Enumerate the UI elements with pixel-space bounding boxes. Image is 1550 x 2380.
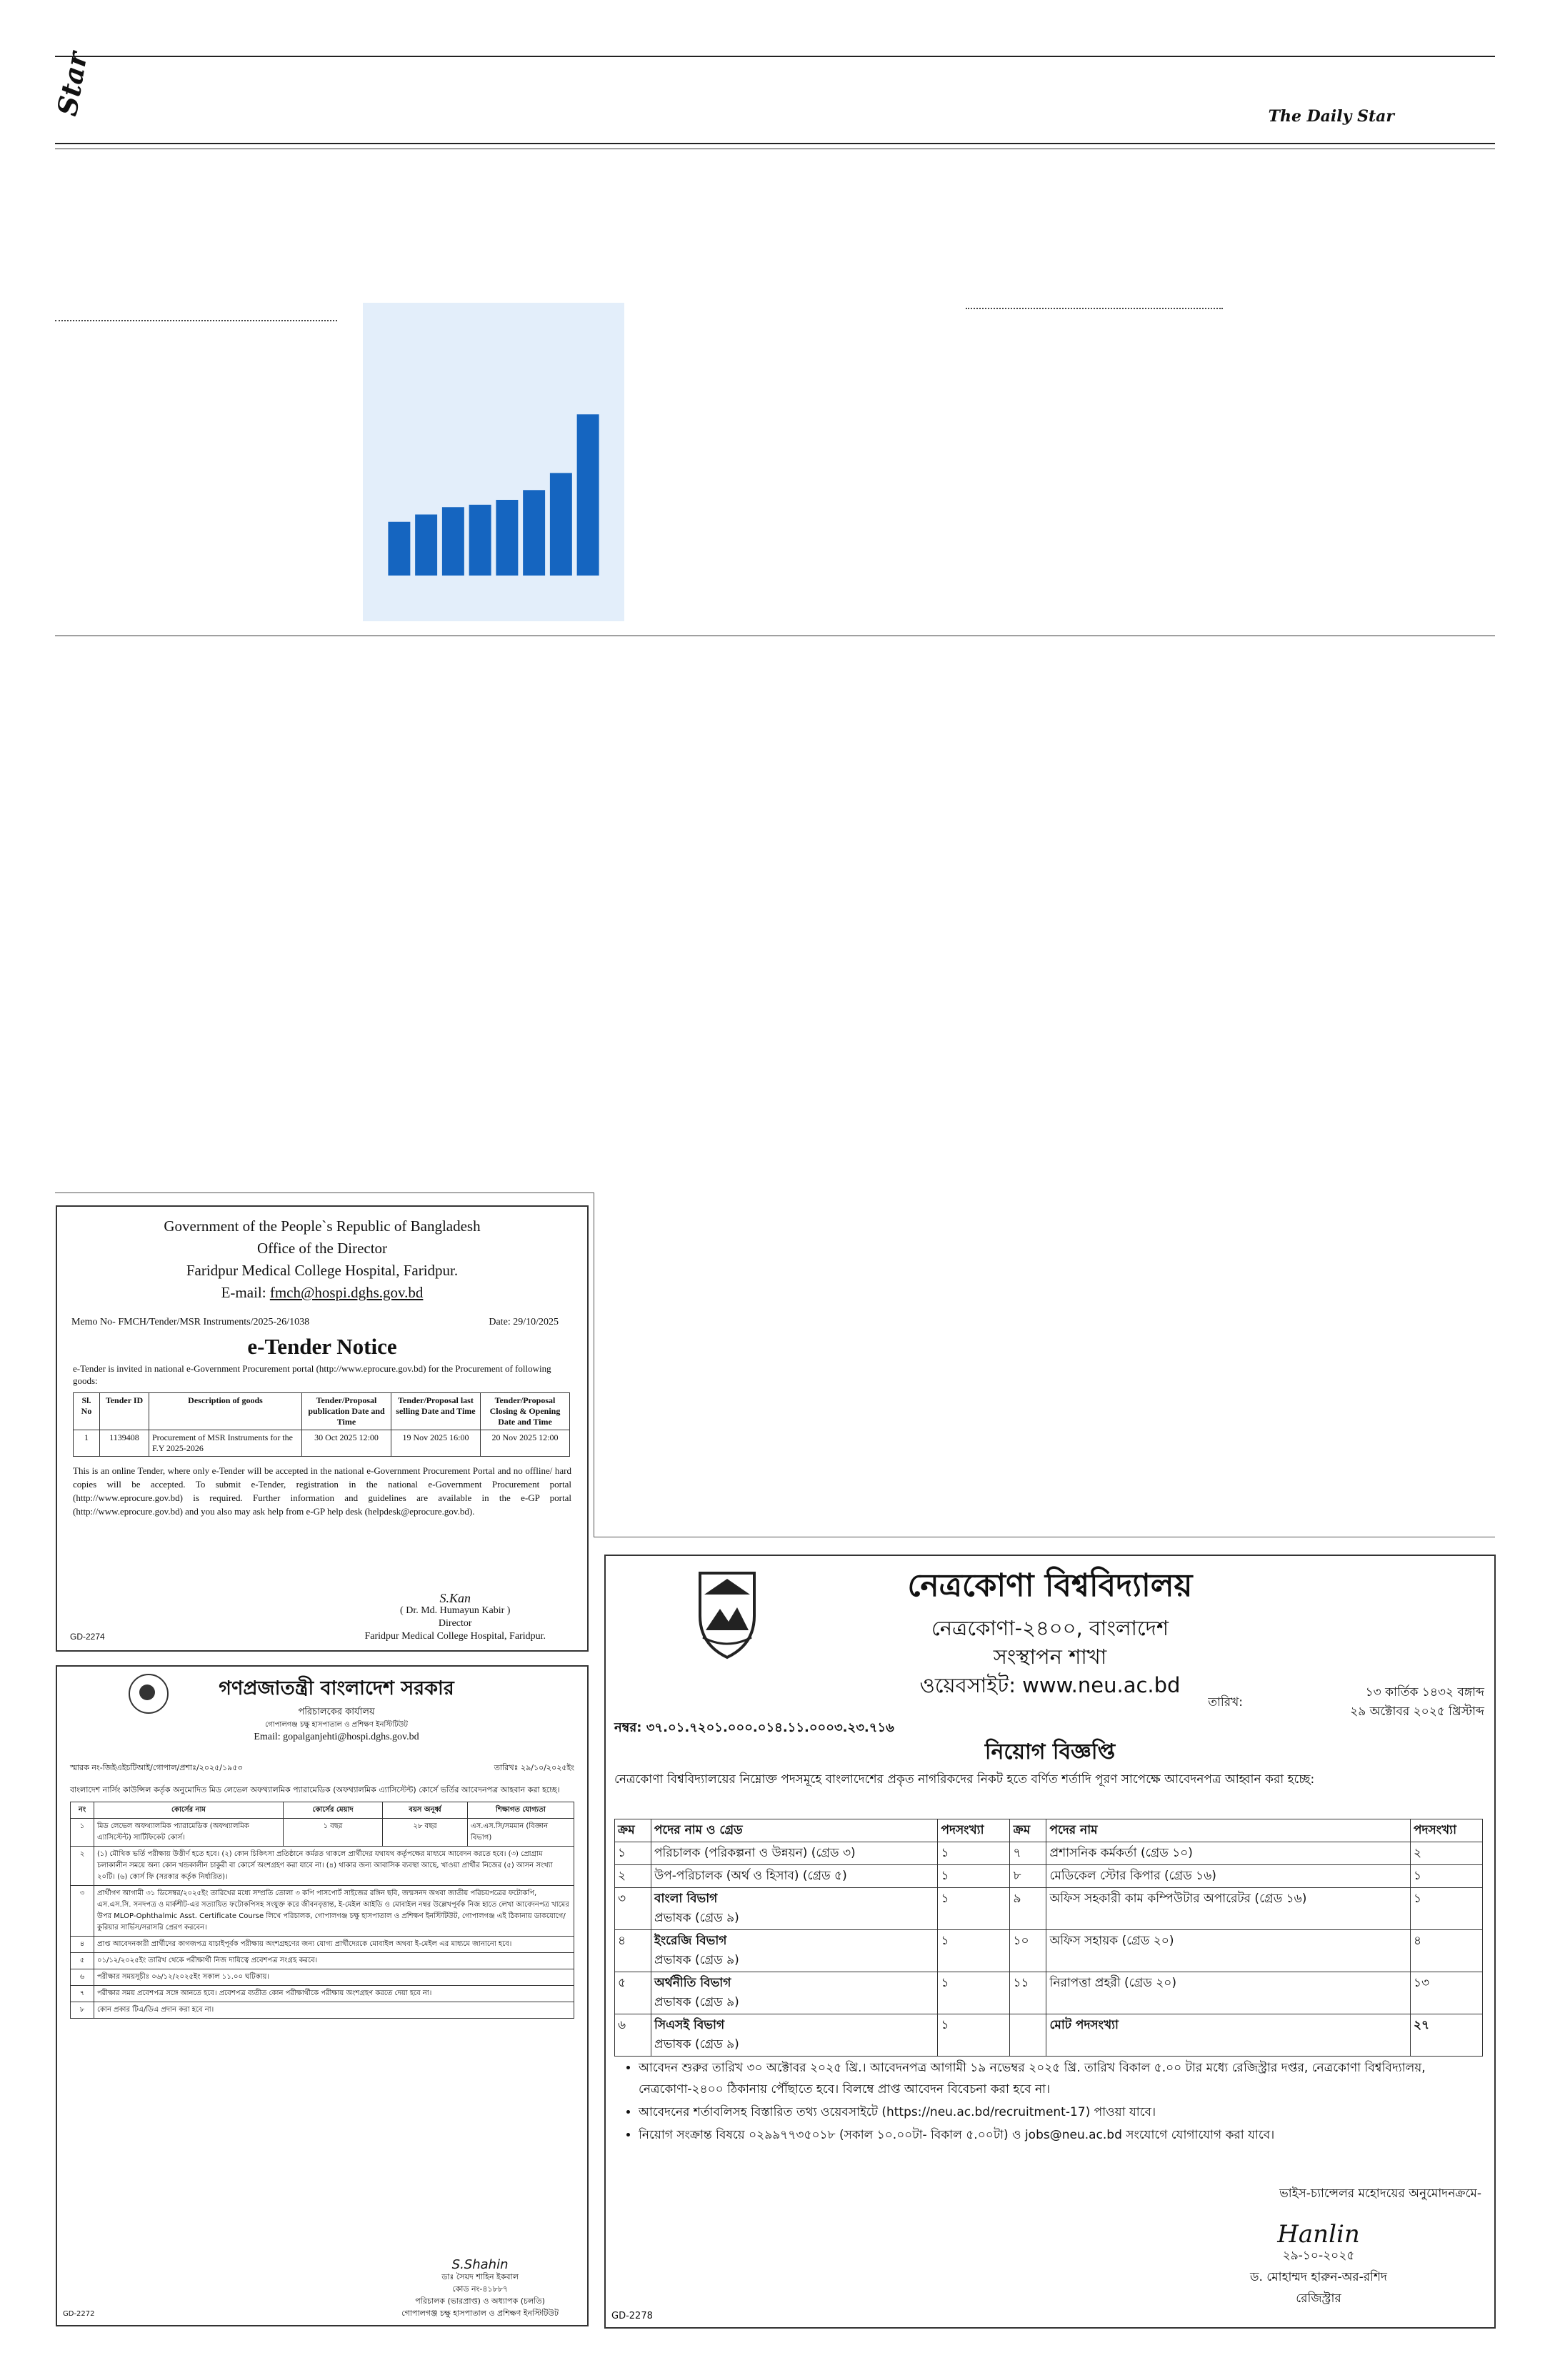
cell-serial: ১০ xyxy=(1010,1930,1046,1972)
cell-closing: 20 Nov 2025 12:00 xyxy=(481,1430,570,1457)
bar-6 xyxy=(523,490,545,576)
cell-count: ১ xyxy=(938,1972,1010,2014)
university-name: নেত্রকোণা বিশ্ববিদ্যালয় xyxy=(907,1567,1193,1604)
cell-description: Procurement of MSR Instruments for the F.Y 2025-2026 xyxy=(149,1430,302,1457)
bar-4 xyxy=(469,505,491,576)
tender-intro: e-Tender is invited in national e-Government Procurement portal (http://www.eprocure.gov.bd) for the Procurement of following goods: xyxy=(73,1363,551,1386)
th-count-a: পদসংখ্যা xyxy=(938,1819,1010,1842)
cell-serial: ৫ xyxy=(615,1972,651,2014)
cell-count: ২ xyxy=(1411,1842,1483,1865)
cell-total-label: মোট পদসংখ্যা xyxy=(1046,2014,1411,2057)
bar-2 xyxy=(415,515,437,576)
gov-title: গণপ্রজাতন্ত্রী বাংলাদেশ সরকার xyxy=(219,1677,454,1699)
th-count-b: পদসংখ্যা xyxy=(1411,1819,1483,1842)
masthead-rule-1 xyxy=(55,143,1495,144)
cell-condition: (১) মৌখিক ভর্তি পরীক্ষায় উত্তীর্ণ হতে হবে। (২) কোন চিকিৎসা প্রতিষ্ঠানে কর্মরত থাকলে প্রার্থীদের যথাযথ কর্তৃপক্ষের মাধ্যমে আবেদন করতে হবে। (৩) প্রোগ্রাম চলাকালীন সময়ে অন্য কোন খন্ডকালীন চাকুরী বা কোর্সে অংশগ্রহণ করা যাবে না। (৪) থাকার জন্য আবাসিক ব্যবস্থা আছে, খাওয়া প্রার্থীর নিজের (৫) আসন সংখ্যা ২০টি। (৬) কোর্স ফি (সরকার কর্তৃক নির্ধারিত)। xyxy=(94,1847,574,1886)
bar-chart xyxy=(363,303,624,621)
tender-table xyxy=(73,1392,570,1457)
date-bengali: ১৩ কার্তিক ১৪৩২ বঙ্গাব্দ xyxy=(1365,1685,1484,1699)
cell-serial: ৩ xyxy=(615,1888,651,1930)
cell-no: ৭ xyxy=(71,1986,94,2002)
cell-dept: ইংরেজি বিভাগ xyxy=(654,1934,727,1948)
table-row xyxy=(74,1430,570,1457)
table-row xyxy=(615,1865,1483,1888)
cell-dept: অর্থনীতি বিভাগ xyxy=(654,1976,731,1990)
cell-count: ১ xyxy=(938,2014,1010,2057)
tender-signature-scrawl: S.Kan xyxy=(439,1591,471,1605)
top-rule xyxy=(55,56,1495,57)
cell-tender-id: 1139408 xyxy=(100,1430,149,1457)
cell-total-count: ২৭ xyxy=(1411,2014,1483,2057)
cell-serial: ৪ xyxy=(615,1930,651,1972)
cell-condition: পরীক্ষার সময় প্রবেশপত্র সঙ্গে আনতে হবে। প্রবেশপত্র ব্যতীত কোন পরীক্ষার্থীকে পরীক্ষায় অংশগ্রহণ করতে দেয়া হবে না। xyxy=(94,1986,574,2002)
gov-signature xyxy=(401,2259,559,2319)
cell-post-text: পরিচালক (পরিকল্পনা ও উন্নয়ন) (গ্রেড ৩) xyxy=(654,1846,856,1860)
tender-table-header xyxy=(74,1393,570,1430)
gov-course-ad xyxy=(56,1665,589,2326)
posts-table-header xyxy=(615,1819,1483,1842)
cell-last-selling: 19 Nov 2025 16:00 xyxy=(391,1430,481,1457)
tender-signer-name: ( Dr. Md. Humayun Kabir ) xyxy=(400,1605,511,1616)
th-last-selling: Tender/Proposal last selling Date and Time xyxy=(391,1393,481,1430)
table-row xyxy=(71,1847,574,1886)
cell-post xyxy=(651,2014,938,2057)
cell-serial: ৭ xyxy=(1010,1842,1046,1865)
cell-dept: বাংলা বিভাগ xyxy=(654,1892,718,1906)
cell-duration: ১ বছর xyxy=(284,1819,383,1847)
university-branch: সংস্থাপন শাখা xyxy=(993,1645,1107,1669)
list-item: • আবেদনের শর্তাবলিসহ বিস্তারিত তথ্য ওয়েবসাইটে (https://neu.ac.bd/recruitment-17) পাওয়া যাবে। xyxy=(639,2102,1481,2123)
posts-table xyxy=(614,1819,1483,2057)
date-gregorian: ২৯ অক্টোবর ২০২৫ খ্রিস্টাব্দ xyxy=(1350,1704,1484,1719)
tender-title: e-Tender Notice xyxy=(247,1334,397,1359)
cell-post: প্রশাসনিক কর্মকর্তা (গ্রেড ১০) xyxy=(1046,1842,1411,1865)
tender-signature xyxy=(364,1592,546,1643)
th-age: বয়স অনূর্ধ্ব xyxy=(383,1802,468,1819)
cell-no: ৪ xyxy=(71,1937,94,1953)
cell-condition: কোন প্রকার টিএ/ডিএ প্রদান করা হবে না। xyxy=(94,2002,574,2019)
registrar-signature-scrawl: Hanlin xyxy=(1277,2220,1360,2249)
th-post-grade: পদের নাম ও গ্রেড xyxy=(651,1819,938,1842)
university-crest-icon xyxy=(694,1566,760,1666)
cell-course-name: মিড লেভেল অফথ্যালমিক প্যারামেডিক (অফথ্যালমিক এ্যাসিস্টেন্ট) সার্টিফিকেট কোর্স। xyxy=(94,1819,284,1847)
table-row xyxy=(71,1986,574,2002)
table-row xyxy=(71,1937,574,1953)
registrar-name: ড. মোহাম্মদ হারুন-অর-রশিদ xyxy=(1249,2270,1387,2284)
cell-serial: ৬ xyxy=(615,2014,651,2057)
bar-8 xyxy=(577,414,599,576)
cell-dept: সিএসই বিভাগ xyxy=(654,2018,725,2032)
cell-no: ২ xyxy=(71,1847,94,1886)
tender-signer-org: Faridpur Medical College Hospital, Faridpur. xyxy=(364,1631,546,1642)
gov-memo: স্মারক নং-জিইএইচটিআই/গোপাল/প্রশাঃ/২০২৫/১৯৫৩ xyxy=(70,1763,243,1772)
cell-count: ৪ xyxy=(1411,1930,1483,1972)
gov-intro: বাংলাদেশ নার্সিং কাউন্সিল কর্তৃক অনুমোদিত মিড লেভেল অফথ্যালমিক প্যারামেডিক (অফথ্যালমিক এ্যাসিস্টেন্ট) কোর্সে ভর্তির আবেদনপত্র আহবান করা হচ্ছে। xyxy=(70,1785,560,1794)
tender-date: Date: 29/10/2025 xyxy=(489,1317,559,1327)
tender-signer-title: Director xyxy=(438,1618,472,1629)
list-item: • আবেদন শুরুর তারিখ ৩০ অক্টোবর ২০২৫ খ্রি.। আবেদনপত্র আগামী ১৯ নভেম্বর ২০২৫ খ্রি. তারিখ বিকাল ৫.০০ টার মধ্যে রেজিস্ট্রার দপ্তর, নেত্রকোণা বিশ্ববিদ্যালয়, নেত্রকোণা-২৪০০ ঠিকানায় পৌঁছাতে হবে। বিলম্বে প্রাপ্ত আবেদন বিবেচনা করা হবে না। xyxy=(639,2057,1481,2100)
th-description: Description of goods xyxy=(149,1393,302,1430)
cell-count: ১ xyxy=(938,1888,1010,1930)
dotted-divider-left xyxy=(55,320,337,321)
cell-count: ১ xyxy=(938,1842,1010,1865)
tender-org-line3: Faridpur Medical College Hospital, Faridpur. xyxy=(186,1262,459,1279)
cell-serial: ১ xyxy=(615,1842,651,1865)
th-serial-a: ক্রম xyxy=(615,1819,651,1842)
table-row xyxy=(71,2002,574,2019)
date-label: তারিখ: xyxy=(1208,1695,1243,1709)
th-serial-b: ক্রম xyxy=(1010,1819,1046,1842)
cell-count: ১ xyxy=(938,1930,1010,1972)
gov-signer-code: কোড নং-৪১৮৮৭ xyxy=(452,2284,509,2294)
gov-office: পরিচালকের কার্যালয় xyxy=(298,1707,375,1717)
cell-condition: প্রাপ্ত আবেদনকারী প্রার্থীদের কাগজপত্র যাচাইপূর্বক পরীক্ষায় অংশগ্রহণের জন্য যোগ্য প্রার্থীদেরকে মোবাইল অথবা ই-মেইল এর মাধ্যমে জানানো হবে। xyxy=(94,1937,574,1953)
university-date-block xyxy=(1208,1683,1484,1722)
cell-count: ১ xyxy=(1411,1865,1483,1888)
tender-email-line xyxy=(57,1282,587,1304)
gov-signature-scrawl: S.Shahin xyxy=(451,2257,509,2272)
cell-condition: প্রার্থীগণ আগামী ৩১ ডিসেম্বর/২০২৫ইং তারিখের মধ্যে সম্প্রতি তোলা ৩ কপি পাসপোর্ট সাইজের রঙ্গিন ছবি, জন্মসনদ অথবা জাতীয় পরিচয়পত্রের ফটোকপি, এস.এস.সি. সনদপত্র ও মার্কশীট-এর সত্যায়িত ফটোকপিসহ সংযুক্ত করে জীবনবৃত্তান্ত, ই-মেইল আইডি ও মোবাইল নম্বর উল্লেখপূর্বক নিজ হাতে লেখা আবেদনপত্র খামের উপর MLOP-Ophthalmic Asst. Certificate Course লিখে পরিচালক, গোপালগঞ্জ চক্ষু হাসপাতাল ও প্রশিক্ষণ ইনস্টিটিউট, গোপালগঞ্জ এই ঠিকানায় ডাকযোগে/কুরিয়ার সার্ভিস/সরাসরি প্রেরণ করবেন। xyxy=(94,1886,574,1937)
th-qualification: শিক্ষাগত যোগ্যতা xyxy=(468,1802,574,1819)
registrar-sign-date: ২৯-১০-২০২৫ xyxy=(1282,2249,1355,2263)
bar-3 xyxy=(442,507,464,576)
cell-age: ২৮ বছর xyxy=(383,1819,468,1847)
bar-5 xyxy=(496,500,518,576)
cell-condition: পরীক্ষার সময়সূচীঃ ০৬/১২/২০২৫ইং সকাল ১১.০০ ঘটিকায়। xyxy=(94,1969,574,1986)
cell-post: নিরাপত্তা প্রহরী (গ্রেড ২০) xyxy=(1046,1972,1411,2014)
tender-org-line1: Government of the People`s Republic of Bangladesh xyxy=(164,1217,481,1235)
tender-meta xyxy=(57,1317,587,1328)
cell-qualification: এস.এস.সি/সমমান (বিজ্ঞান বিভাগ) xyxy=(468,1819,574,1847)
tender-email-label: E-mail: xyxy=(221,1284,270,1301)
dotted-divider-right xyxy=(966,308,1223,309)
tender-body: This is an online Tender, where only e-Tender will be accepted in the national e-Government Procurement Portal and no offline/ hard copies will be accepted. To submit e-Tender, registration in the national e-Government Procurement portal (http://www.eprocure.gov.bd) is required. Further information and guidelines are available in the e-GP portal (http://www.eprocure.gov.bd) and you also may ask help from e-GP help desk (helpdesk@eprocure.gov.bd). xyxy=(73,1465,571,1517)
table-row xyxy=(71,1969,574,1986)
gov-signer-title: পরিচালক (ভারপ্রাপ্ত) ও অধ্যাপক (চলতি) xyxy=(415,2296,545,2306)
th-tender-id: Tender ID xyxy=(100,1393,149,1430)
gov-date: তারিখঃ ২৯/১০/২০২৫ইং xyxy=(494,1763,574,1772)
bar-7 xyxy=(550,473,572,576)
cell-post xyxy=(651,1930,938,1972)
cell-publication: 30 Oct 2025 12:00 xyxy=(302,1430,391,1457)
tender-email-link[interactable]: fmch@hospi.dghs.gov.bd xyxy=(269,1284,424,1301)
registrar-title: রেজিস্ট্রার xyxy=(1296,2291,1341,2306)
th-course-name: কোর্সের নাম xyxy=(94,1802,284,1819)
university-address: নেত্রকোণা-২৪০০, বাংলাদেশ xyxy=(931,1616,1169,1640)
th-post-name: পদের নাম xyxy=(1046,1819,1411,1842)
university-website[interactable]: ওয়েবসাইট: www.neu.ac.bd xyxy=(919,1673,1181,1697)
university-gd-code: GD-2278 xyxy=(611,2311,653,2321)
tender-memo: Memo No- FMCH/Tender/MSR Instruments/2025-26/1038 xyxy=(71,1317,310,1327)
cell-post-text: প্রভাষক (গ্রেড ৯) xyxy=(654,1995,739,2009)
cell-no: ৩ xyxy=(71,1886,94,1937)
table-row xyxy=(615,1888,1483,1930)
th-duration: কোর্সের মেয়াদ xyxy=(284,1802,383,1819)
bar-1 xyxy=(388,522,410,576)
table-row xyxy=(71,1819,574,1847)
bar-chart-panel xyxy=(363,303,624,621)
table-row xyxy=(615,1972,1483,2014)
cell-post-text: প্রভাষক (গ্রেড ৯) xyxy=(654,1911,739,1925)
cell-no: ৮ xyxy=(71,2002,94,2019)
th-publication: Tender/Proposal publication Date and Time xyxy=(302,1393,391,1430)
star-logo: Star xyxy=(50,49,94,119)
cell-post xyxy=(651,1972,938,2014)
cell-count: ১৩ xyxy=(1411,1972,1483,2014)
table-row xyxy=(71,1886,574,1937)
gov-signer-name: ডাঃ সৈয়দ শাহিন ইকবাল xyxy=(441,2272,519,2281)
gov-email[interactable]: Email: gopalganjehti@hospi.dghs.gov.bd xyxy=(254,1732,419,1742)
tender-org-line2: Office of the Director xyxy=(256,1240,388,1257)
cell-post-text: উপ-পরিচালক (অর্থ ও হিসাব) (গ্রেড ৫) xyxy=(654,1869,847,1883)
cell-serial: ৮ xyxy=(1010,1865,1046,1888)
tender-gd-code: GD-2274 xyxy=(70,1632,105,1642)
cell-post xyxy=(651,1865,938,1888)
ads-top-rule xyxy=(55,1192,594,1193)
tender-notice-ad xyxy=(56,1205,589,1652)
recruitment-notes xyxy=(614,2057,1481,2147)
cell-no: ৬ xyxy=(71,1969,94,1986)
cell-post xyxy=(651,1888,938,1930)
university-memo: নম্বর: ৩৭.০১.৭২০১.০০০.০১৪.১১.০০০৩.২৩.৭১৬ xyxy=(614,1720,894,1735)
cell-post-text: প্রভাষক (গ্রেড ৯) xyxy=(654,1953,739,1967)
recruitment-title: নিয়োগ বিজ্ঞপ্তি xyxy=(984,1739,1116,1764)
cell-no: ৫ xyxy=(71,1953,94,1969)
cell-post: মেডিকেল স্টোর কিপার (গ্রেড ১৬) xyxy=(1046,1865,1411,1888)
cell-count: ১ xyxy=(1411,1888,1483,1930)
th-no: নং xyxy=(71,1802,94,1819)
table-row xyxy=(615,2014,1483,2057)
cell-serial: ১১ xyxy=(1010,1972,1046,2014)
cell-post xyxy=(651,1842,938,1865)
daily-star-logo: The Daily Star xyxy=(1268,107,1394,126)
cell-post-text: প্রভাষক (গ্রেড ৯) xyxy=(654,2037,739,2052)
cell-count: ১ xyxy=(938,1865,1010,1888)
university-recruitment-ad xyxy=(604,1555,1496,2329)
registrar-signature xyxy=(1249,2220,1387,2309)
list-item: • নিয়োগ সংক্রান্ত বিষয়ে ০২৯৯৭৭৩৫০১৮ (সকাল ১০.০০টা- বিকাল ৫.০০টা) ও jobs@neu.ac.bd সংযোগে যোগাযোগ করা যাবে। xyxy=(639,2124,1481,2146)
table-row xyxy=(615,1842,1483,1865)
gov-gd-code: GD-2272 xyxy=(63,2310,95,2318)
cell-no: ১ xyxy=(71,1819,94,1847)
table-row xyxy=(615,1930,1483,1972)
gov-institute: গোপালগঞ্জ চক্ষু হাসপাতাল ও প্রশিক্ষণ ইনস্টিটিউট xyxy=(265,1721,408,1729)
cell-post: অফিস সহায়ক (গ্রেড ২০) xyxy=(1046,1930,1411,1972)
gov-table-header xyxy=(71,1802,574,1819)
cell-sl: 1 xyxy=(74,1430,100,1457)
recruitment-intro: নেত্রকোণা বিশ্ববিদ্যালয়ের নিম্নোক্ত পদসমূহে বাংলাদেশের প্রকৃত নাগরিকদের নিকট হতে বর্ণিত শর্তাদি পূরণ সাপেক্ষে আবেদনপত্র আহ্বান করা হচ্ছে: xyxy=(614,1772,1315,1787)
gov-signer-org: গোপালগঞ্জ চক্ষু হাসপাতাল ও প্রশিক্ষণ ইনস্টিটিউট xyxy=(401,2309,559,2318)
cell-serial: ৯ xyxy=(1010,1888,1046,1930)
gov-course-table xyxy=(70,1802,574,2019)
cell-post: অফিস সহকারী কাম কম্পিউটার অপারেটর (গ্রেড ১৬) xyxy=(1046,1888,1411,1930)
table-row xyxy=(71,1953,574,1969)
approval-line: ভাইস-চ্যান্সেলর মহোদয়ের অনুমোদনক্রমে- xyxy=(1279,2186,1481,2201)
th-sl: Sl. No xyxy=(74,1393,100,1430)
cell-serial: ২ xyxy=(615,1865,651,1888)
cell-condition: ০১/১২/২০২৫ইং তারিখ থেকে পরীক্ষার্থী নিজ দায়িত্বে প্রবেশপত্র সংগ্রহ করবে। xyxy=(94,1953,574,1969)
gov-emblem-icon xyxy=(129,1674,169,1714)
tender-header xyxy=(57,1215,587,1304)
cell-serial xyxy=(1010,2014,1046,2057)
th-closing: Tender/Proposal Closing & Opening Date and Time xyxy=(481,1393,570,1430)
gov-meta xyxy=(57,1762,587,1775)
